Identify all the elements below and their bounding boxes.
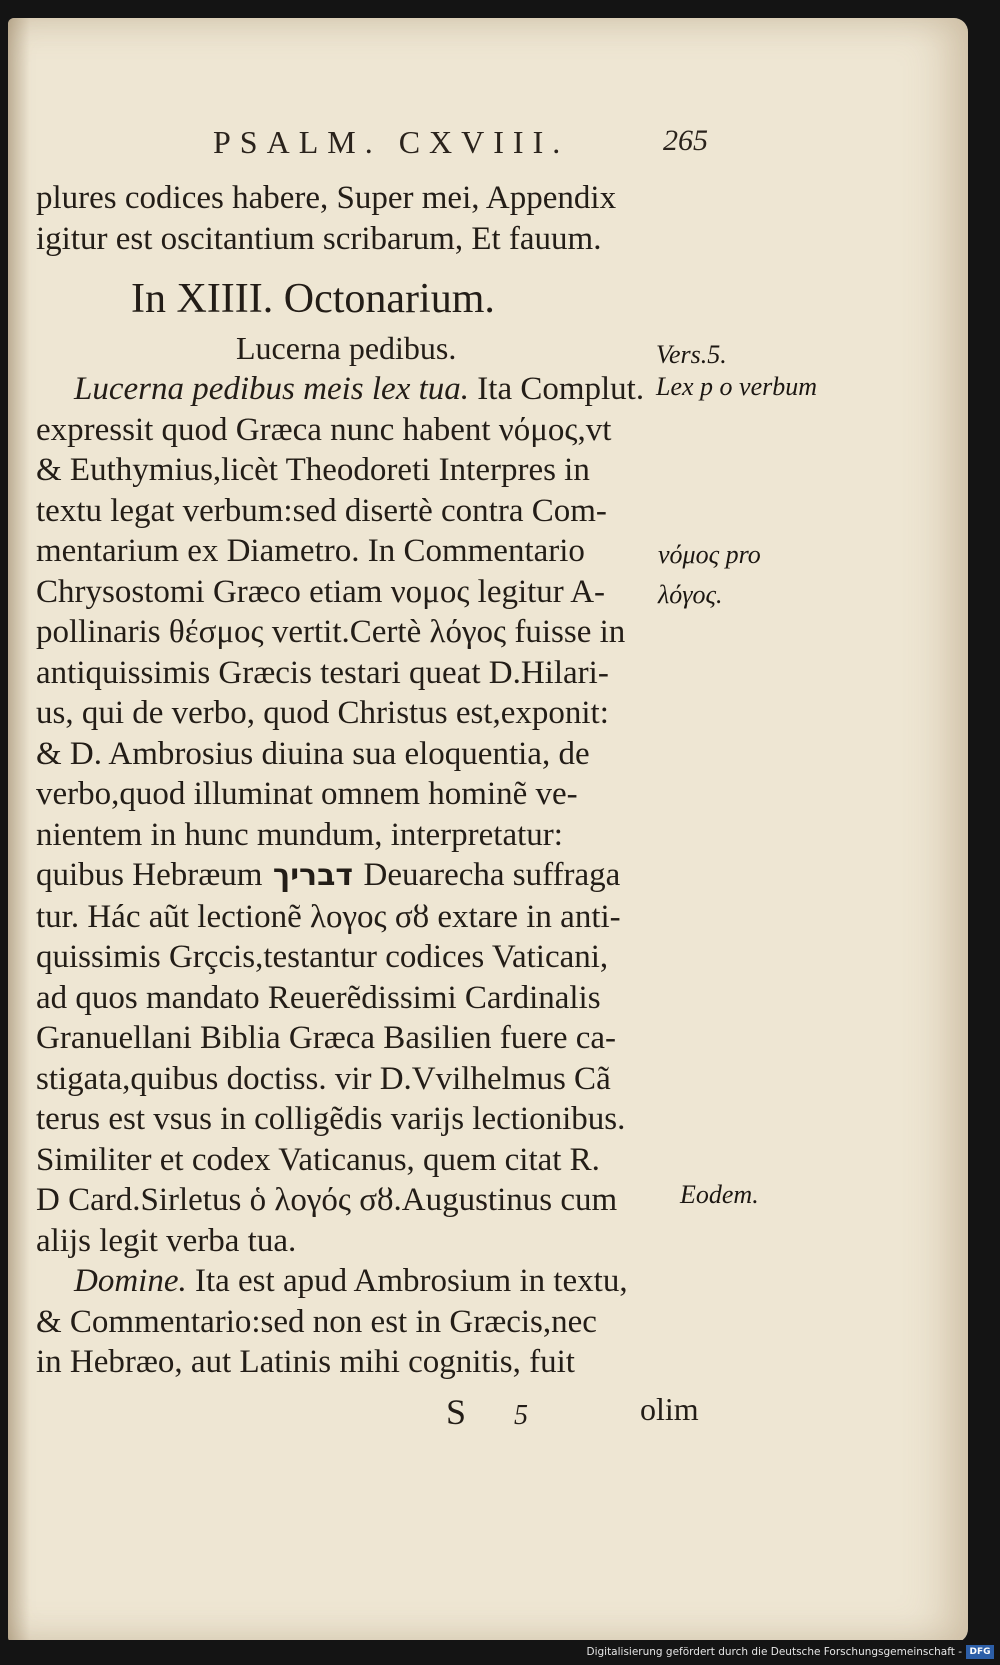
text-line bbox=[36, 937, 696, 978]
text-line bbox=[36, 1261, 696, 1302]
text-line bbox=[36, 855, 696, 897]
line-text: Ita est apud Ambrosium in textu, bbox=[186, 1263, 628, 1299]
margin-note-verse: Vers.5. bbox=[656, 340, 727, 369]
line-text: expressit quod Græca nunc habent νόμος,vt bbox=[36, 411, 612, 448]
line-text: quissimis Grçcis,testantur codices Vaticani, bbox=[36, 939, 609, 975]
text-line bbox=[36, 410, 696, 451]
line-text: nientem in hunc mundum, interpretatur: bbox=[36, 816, 563, 853]
text-line bbox=[36, 1302, 696, 1343]
text-line bbox=[36, 1059, 696, 1100]
text-line bbox=[36, 1018, 696, 1059]
dfg-logo: DFG bbox=[966, 1645, 994, 1659]
text-line bbox=[36, 572, 696, 613]
text-line: plures codices habere, Super mei, Appendix bbox=[36, 180, 617, 216]
hebrew-word: דבריך bbox=[262, 858, 364, 893]
line-text: textu legat verbum:sed disertè contra Com- bbox=[36, 492, 607, 529]
margin-note-lex: Lex p o verbum bbox=[656, 372, 818, 401]
margin-note-nomos: νόμος pro bbox=[658, 540, 761, 569]
line-text: pollinaris θέσμος vertit.Certè λόγος fuisse in bbox=[36, 614, 626, 650]
line-text: ad quos mandato Reuerẽdissimi Cardinalis bbox=[36, 979, 601, 1016]
text-line bbox=[36, 774, 696, 815]
line-text: quibus Hebræum bbox=[36, 857, 263, 893]
italic-lemma: Domine. bbox=[74, 1263, 187, 1299]
text-line bbox=[36, 1099, 696, 1140]
line-text: Similiter et codex Vaticanus, quem citat R. bbox=[36, 1141, 600, 1178]
line-text: Chrysostomi Græco etiam νομος legitur A- bbox=[36, 573, 606, 610]
signature-number: 5 bbox=[514, 1400, 529, 1431]
section-subheading: Lucerna pedibus. bbox=[236, 330, 457, 366]
paragraph-2 bbox=[36, 1261, 696, 1383]
text-line bbox=[36, 815, 696, 856]
line-text: mentarium ex Diametro. In Commentario bbox=[36, 533, 585, 569]
text-line bbox=[36, 450, 696, 491]
signature-letter: S bbox=[446, 1392, 467, 1432]
text-line bbox=[36, 1221, 696, 1262]
line-text: us, qui de verbo, quod Christus est,exponit: bbox=[36, 695, 609, 731]
line-text: & D. Ambrosius diuina sua eloquentia, de bbox=[36, 735, 590, 772]
text-line bbox=[36, 1342, 696, 1383]
line-text: antiquissimis Græcis testari queat D.Hilari- bbox=[36, 654, 609, 691]
page-body bbox=[36, 178, 696, 1383]
text-line bbox=[36, 612, 696, 653]
line-text: alijs legit verba tua. bbox=[36, 1222, 297, 1259]
signature-mark bbox=[446, 1391, 528, 1433]
line-text: & Euthymius,licèt Theodoreti Interpres in bbox=[36, 452, 590, 488]
line-text: Ita Complut. bbox=[469, 371, 645, 407]
line-text: Deuarecha suffraga bbox=[363, 857, 621, 893]
book-page bbox=[8, 18, 968, 1643]
text-line bbox=[36, 693, 696, 734]
catchword: olim bbox=[640, 1391, 699, 1427]
digitization-footer bbox=[0, 1640, 1000, 1665]
text-line bbox=[36, 1140, 696, 1181]
footer-credit: Digitalisierung gefördert durch die Deutsche Forschungsgemeinschaft - bbox=[586, 1646, 962, 1658]
text-line bbox=[36, 653, 696, 694]
line-text: stigata,quibus doctiss. vir D.Vvilhelmus Cã bbox=[36, 1060, 611, 1097]
line-text: tur. Hác aũt lectionẽ λογος σȣ extare in anti- bbox=[36, 898, 621, 935]
text-line bbox=[36, 897, 696, 938]
line-text: verbo,quod illuminat omnem hominẽ ve- bbox=[36, 776, 578, 812]
text-line bbox=[36, 1180, 696, 1221]
text-line bbox=[36, 978, 696, 1019]
page-spine-shadow bbox=[8, 18, 30, 1643]
paragraph-1 bbox=[36, 369, 696, 1261]
line-text: Granuellani Biblia Græca Basilien fuere ca- bbox=[36, 1020, 617, 1056]
text-line bbox=[36, 369, 696, 410]
running-title: PSALM. CXVIII. bbox=[213, 124, 570, 160]
line-text: D Card.Sirletus ὁ λογός σȣ.Augustinus cum bbox=[36, 1182, 618, 1218]
margin-note-logos: λόγος. bbox=[658, 580, 723, 609]
line-text: & Commentario:sed non est in Græcis,nec bbox=[36, 1303, 597, 1340]
italic-lemma: Lucerna pedibus meis lex tua. bbox=[74, 371, 470, 407]
line-text: terus est vsus in colligẽdis varijs lectionibus. bbox=[36, 1101, 626, 1137]
section-heading: In XIIII. Octonarium. bbox=[131, 276, 495, 322]
text-line bbox=[36, 531, 696, 572]
text-line bbox=[36, 734, 696, 775]
line-text: in Hebræo, aut Latinis mihi cognitis, fuit bbox=[36, 1344, 575, 1380]
text-line: igitur est oscitantium scribarum, Et fauum. bbox=[36, 220, 602, 257]
page-number: 265 bbox=[663, 124, 708, 157]
margin-note-eodem: Eodem. bbox=[680, 1180, 759, 1209]
text-line bbox=[36, 491, 696, 532]
